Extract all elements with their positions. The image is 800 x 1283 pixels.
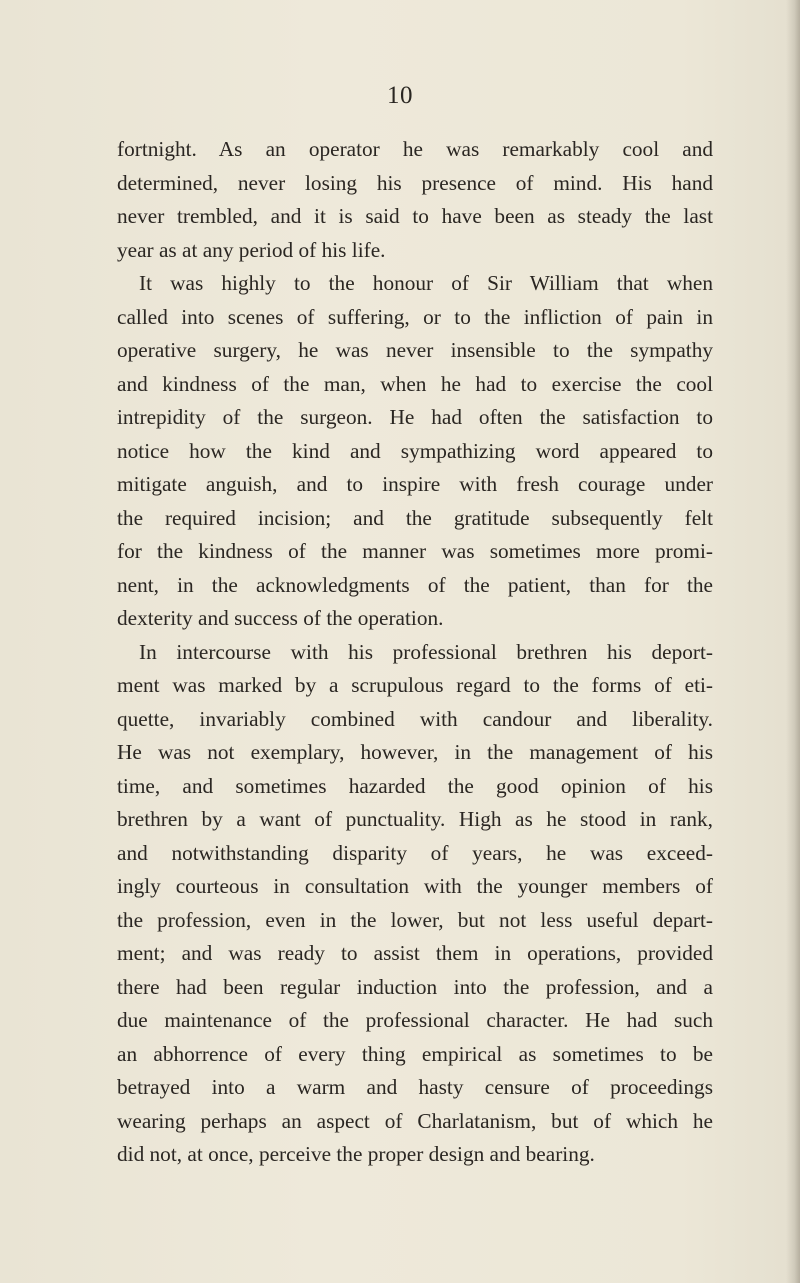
text-line: betrayed into a warm and hasty censure of proceedings (117, 1075, 713, 1099)
text-line: operative surgery, he was never insensible to the sympathy (117, 338, 713, 362)
text-line: an abhorrence of every thing empirical as sometimes to be (117, 1041, 713, 1066)
text-line: and notwithstanding disparity of years, he was exceed- (117, 840, 713, 865)
text-line: the required incision; and the gratitude subsequently felt (117, 505, 713, 530)
text-line: notice how the kind and sympathizing word appeared to (117, 438, 713, 463)
text-line: fortnight. As an operator he was remarkably cool and (117, 137, 713, 161)
text-line: called into scenes of suffering, or to the infliction of pain in (117, 304, 713, 329)
text-line: ment; and was ready to assist them in operations, provided (117, 941, 713, 965)
text-line: the profession, even in the lower, but not less useful depart- (117, 907, 713, 932)
text-line: determined, never losing his presence of mind. His hand (117, 170, 713, 195)
text-line: time, and sometimes hazarded the good opinion of his (117, 773, 713, 798)
text-line: never trembled, and it is said to have been as steady the last (117, 204, 713, 228)
text-line: due maintenance of the professional character. He had such (117, 1008, 713, 1032)
body-text (117, 133, 713, 1172)
text-line: brethren by a want of punctuality. High as he stood in rank, (117, 807, 713, 831)
text-line: He was not exemplary, however, in the management of his (117, 740, 713, 764)
text-line: quette, invariably combined with candour and liberality. (117, 706, 713, 731)
text-line: did not, at once, perceive the proper design and bearing. (117, 1142, 595, 1166)
page-edge-shadow (786, 0, 800, 1283)
page-number: 10 (387, 82, 413, 109)
text-line: and kindness of the man, when he had to exercise the cool (117, 371, 713, 396)
text-line: ment was marked by a scrupulous regard to the forms of eti- (117, 673, 713, 697)
text-line: nent, in the acknowledgments of the patient, than for the (117, 572, 713, 597)
text-line: wearing perhaps an aspect of Charlatanism, but of which he (117, 1108, 713, 1133)
text-line: dexterity and success of the operation. (117, 606, 444, 630)
text-line: ingly courteous in consultation with the younger members of (117, 874, 713, 898)
text-line: intrepidity of the surgeon. He had often the satisfaction to (117, 405, 713, 429)
text-line: year as at any period of his life. (117, 237, 386, 262)
text-line: mitigate anguish, and to inspire with fresh courage under (117, 472, 713, 496)
text-line: In intercourse with his professional brethren his deport- (139, 639, 713, 664)
text-line: It was highly to the honour of Sir William that when (139, 271, 713, 295)
text-line: for the kindness of the manner was sometimes more promi- (117, 539, 713, 563)
text-line: there had been regular induction into the profession, and a (117, 974, 713, 999)
